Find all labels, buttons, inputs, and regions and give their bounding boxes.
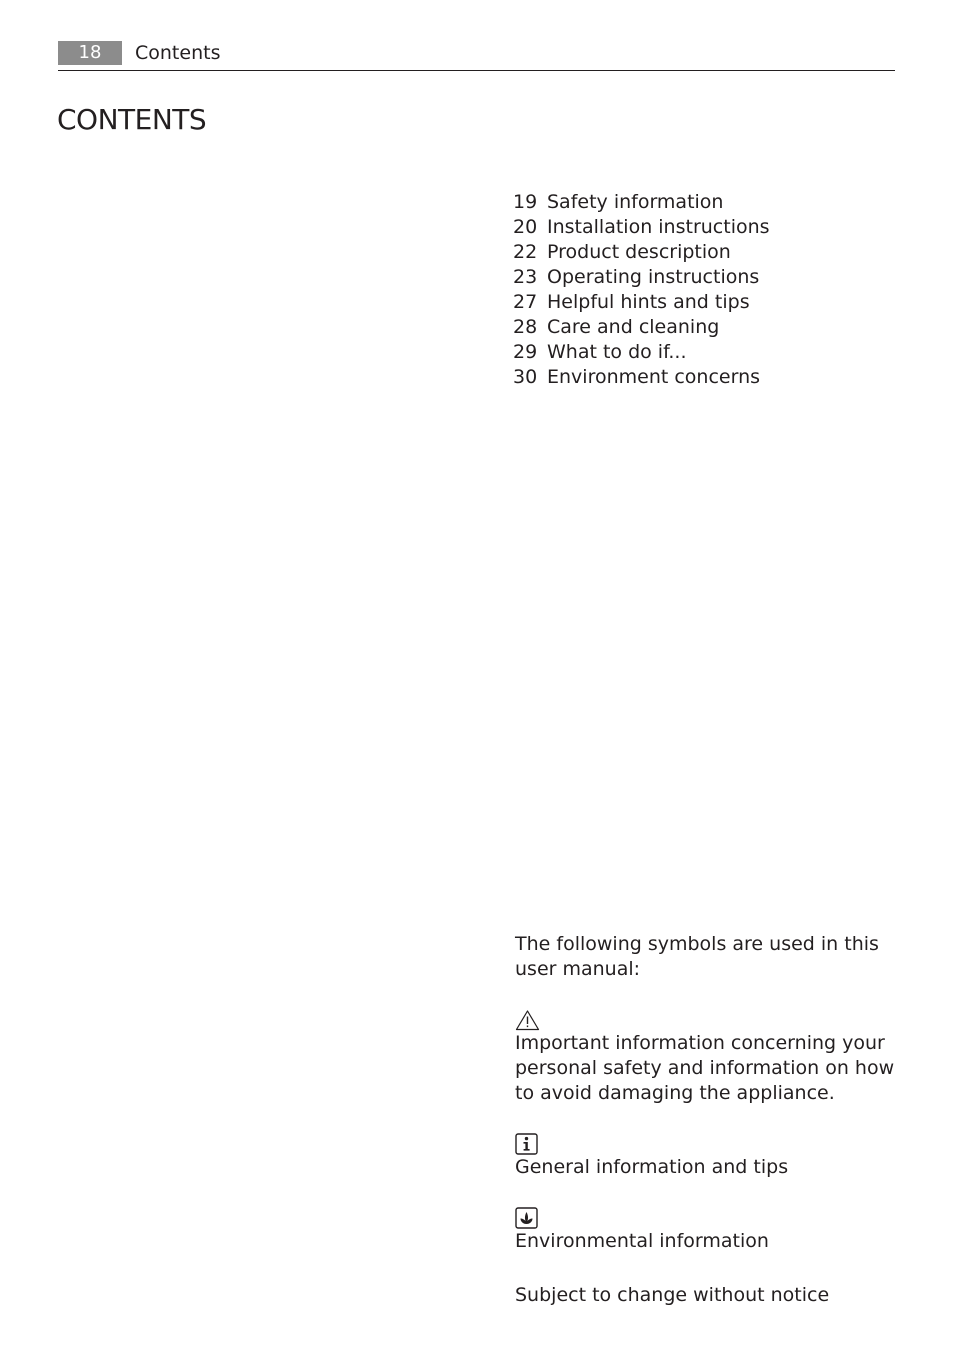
change-notice: Subject to change without notice — [515, 1284, 830, 1306]
toc-page-number: 20 — [513, 216, 538, 238]
table-of-contents — [513, 190, 770, 390]
legend-info-text: General information and tips — [515, 1156, 789, 1178]
info-icon — [515, 1133, 895, 1155]
toc-entry-hints[interactable] — [513, 290, 770, 315]
toc-page-number: 27 — [513, 291, 538, 313]
toc-entry-installation[interactable] — [513, 215, 770, 240]
toc-label: Safety information — [547, 191, 724, 213]
toc-entry-operating[interactable] — [513, 265, 770, 290]
toc-label: What to do if... — [547, 341, 687, 363]
page-header — [58, 40, 895, 72]
toc-entry-troubleshooting[interactable] — [513, 340, 770, 365]
toc-entry-environment[interactable] — [513, 365, 770, 390]
toc-page-number: 23 — [513, 266, 538, 288]
header-divider — [58, 70, 895, 71]
toc-label: Operating instructions — [547, 266, 760, 288]
legend-environment-text: Environmental information — [515, 1230, 769, 1252]
toc-entry-care[interactable] — [513, 315, 770, 340]
section-title: Contents — [135, 42, 221, 64]
toc-page-number: 22 — [513, 241, 538, 263]
toc-label: Product description — [547, 241, 731, 263]
symbol-legend — [515, 932, 895, 1254]
toc-page-number: 30 — [513, 366, 538, 388]
legend-intro: The following symbols are used in this user manual: — [515, 933, 879, 980]
warning-triangle-icon — [515, 1009, 895, 1031]
toc-label: Installation instructions — [547, 216, 770, 238]
toc-label: Environment concerns — [547, 366, 761, 388]
toc-entry-safety[interactable] — [513, 190, 770, 215]
environment-icon — [515, 1207, 895, 1229]
toc-entry-product[interactable] — [513, 240, 770, 265]
toc-label: Helpful hints and tips — [547, 291, 750, 313]
page-number: 18 — [58, 41, 122, 65]
toc-page-number: 29 — [513, 341, 538, 363]
page-title: CONTENTS — [57, 103, 207, 136]
toc-page-number: 19 — [513, 191, 538, 213]
toc-page-number: 28 — [513, 316, 538, 338]
legend-warning-text: Important information concerning your personal safety and information on how to avoid damaging the appliance. — [515, 1032, 895, 1104]
toc-label: Care and cleaning — [547, 316, 720, 338]
